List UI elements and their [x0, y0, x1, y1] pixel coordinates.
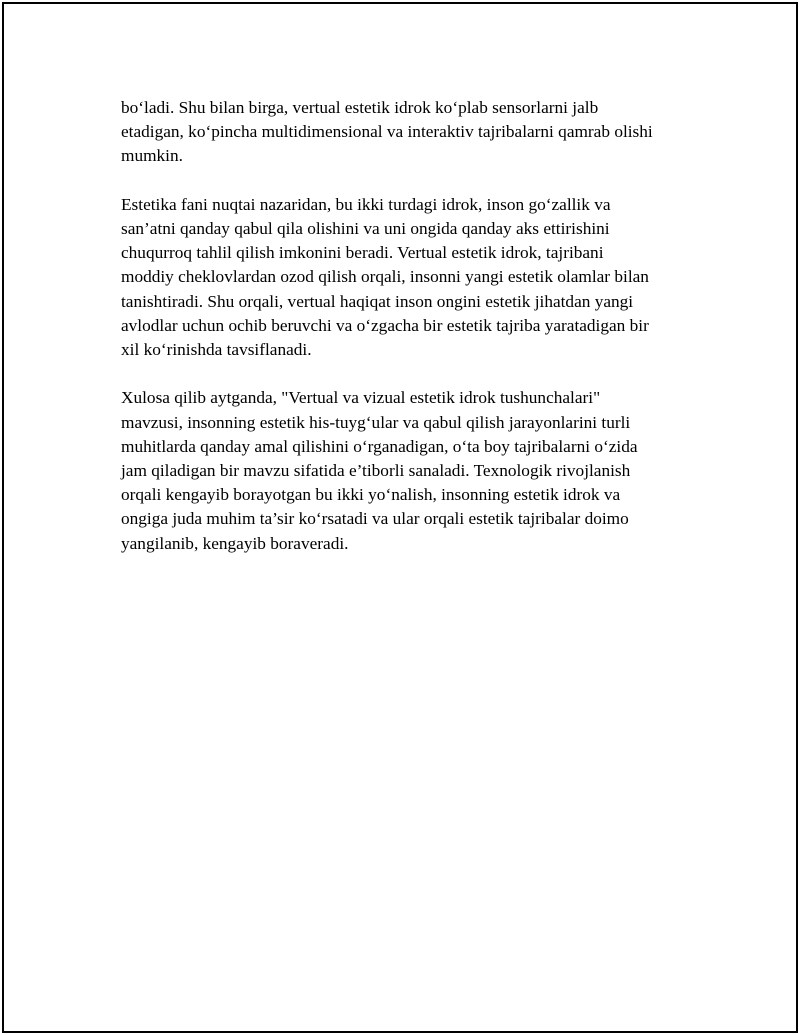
text-line: xil ko‘rinishda tavsiflanadi. [121, 340, 312, 360]
text-line: jam qiladigan bir mavzu sifatida e’tiborli sanaladi. Texnologik rivojlanish [121, 461, 631, 481]
text-line: san’atni qanday qabul qila olishini va uni ongida qanday aks ettirishini [121, 219, 610, 238]
paragraph [121, 193, 701, 362]
text-line: muhitlarda qanday amal qilishini o‘rganadigan, o‘ta boy tajribalarni o‘zida [121, 436, 638, 456]
text-line: moddiy cheklovlardan ozod qilish orqali, insonni yangi estetik olamlar bilan [121, 267, 649, 287]
text-line: chuqurroq tahlil qilish imkonini beradi. Vertual estetik idrok, tajribani [121, 243, 604, 263]
text-line: yangilanib, kengayib boraveradi. [121, 533, 349, 553]
text-line: bo‘ladi. Shu bilan birga, vertual estetik idrok ko‘plab sensorlarni jalb [121, 98, 599, 117]
document-page [2, 2, 798, 1033]
text-line: orqali kengayib borayotgan bu ikki yo‘nalish, insonning estetik idrok va [121, 485, 621, 505]
text-line: mumkin. [121, 146, 183, 166]
text-line: avlodlar uchun ochib beruvchi va o‘zgacha bir estetik tajriba yaratadigan bir [121, 315, 649, 335]
paragraph [121, 96, 701, 169]
text-line: Xulosa qilib aytganda, "Vertual va vizual estetik idrok tushunchalari" [121, 388, 601, 408]
document-body [121, 96, 701, 580]
text-line: ongiga juda muhim ta’sir ko‘rsatadi va ular orqali estetik tajribalar doimo [121, 509, 629, 529]
text-line: Estetika fani nuqtai nazaridan, bu ikki turdagi idrok, inson go‘zallik va [121, 194, 611, 214]
paragraph [121, 386, 701, 555]
text-line: tanishtiradi. Shu orqali, vertual haqiqat inson ongini estetik jihatdan yangi [121, 291, 634, 311]
text-line: mavzusi, insonning estetik his-tuyg‘ular va qabul qilish jarayonlarini turli [121, 412, 631, 432]
text-line: etadigan, ko‘pincha multidimensional va interaktiv tajribalarni qamrab olishi [121, 122, 653, 142]
